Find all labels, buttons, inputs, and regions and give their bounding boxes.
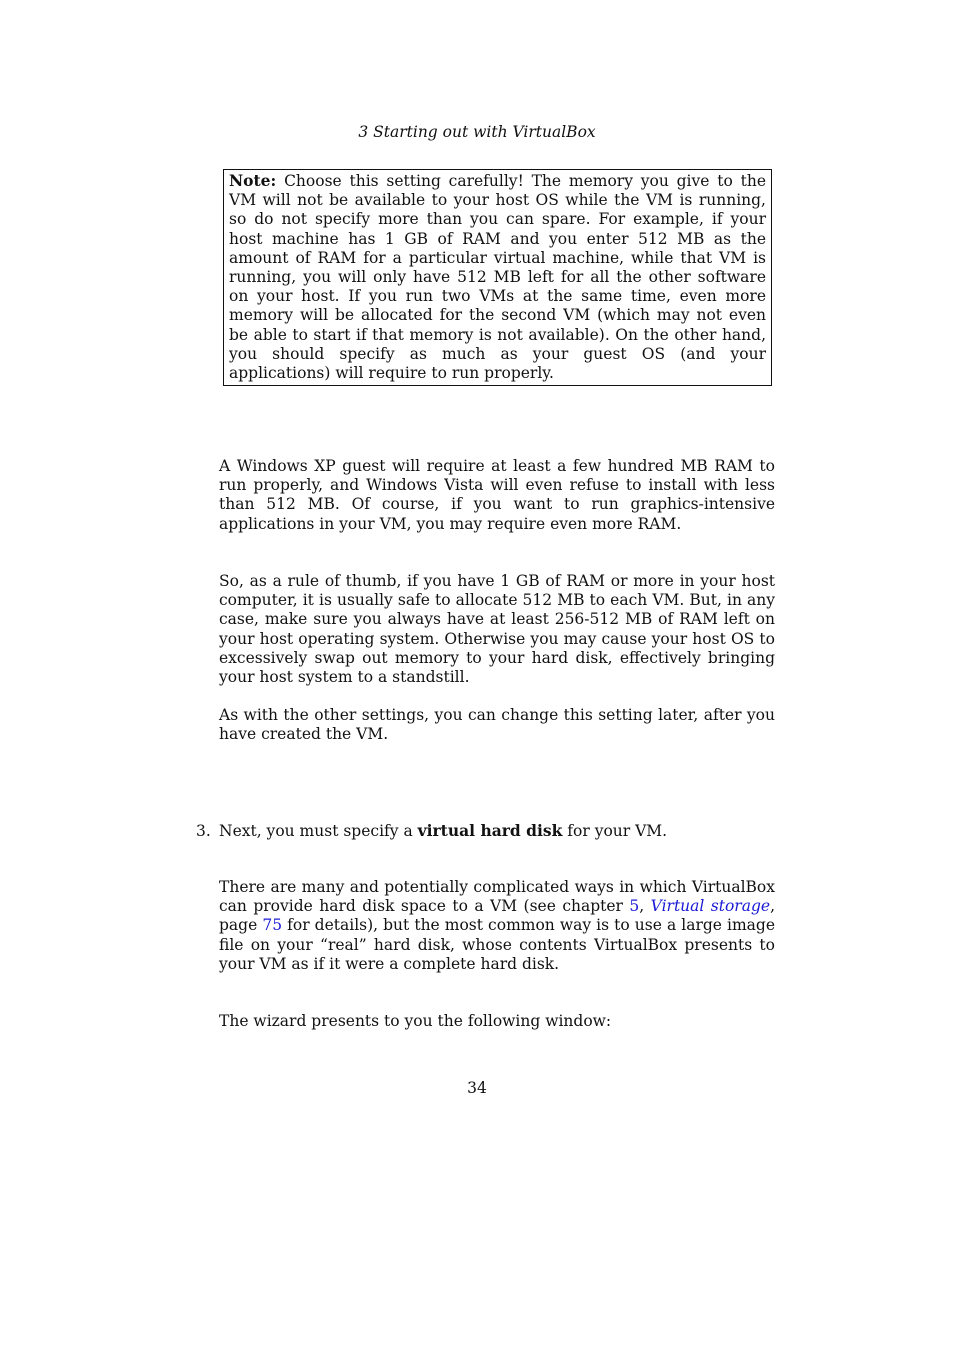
page-number: 34 (467, 1079, 487, 1097)
step-3-item (196, 821, 776, 841)
paragraph-hard-disk (219, 878, 775, 974)
paragraph-wizard: The wizard presents to you the following window: (219, 1012, 612, 1030)
paragraph-rule-of-thumb: So, as a rule of thumb, if you have 1 GB of RAM or more in your host computer, it is usually safe to allocate 512 MB to each VM. But, in any case, make sure you always have at least 256-512 MB of RAM left on your host operating system. Otherwise you may cause your host OS to excessively swap out memory to your hard disk, effectively bringing your host system to a standstill. (219, 572, 775, 687)
note-label: Note: (229, 171, 277, 190)
chapter-link[interactable]: 5 (629, 897, 640, 916)
paragraph-windows-ram: A Windows XP guest will require at least a few hundred MB RAM to run properly, and Windows Vista will even refuse to install with less than 512 MB. Of course, if you want to run graphics-intensive applications in your VM, you may require even more RAM. (219, 457, 775, 533)
note-text: Choose this setting carefully! The memory you give to the VM will not be available to your host OS while the VM is running, so do not specify more than you can spare. For example, if your host machine has 1 GB of RAM and you enter 512 MB as the amount of RAM for a particular virtual machine, while that VM is running, you will only have 512 MB left for all the other software on your host. If you run two VMs at the same time, even more memory will be allocated for the second VM (which may not even be able to start if that memory is not available). On the other hand, you should specify as much as your guest OS (and your applications) will require to run properly. (229, 172, 766, 383)
step-text-bold: virtual hard disk (417, 821, 563, 840)
note-box (223, 169, 772, 386)
hard-disk-text-1: There are many and potentially complicated ways in which VirtualBox can provide hard disk space to a VM (see chapter (219, 878, 775, 916)
hard-disk-page-text: , page (219, 897, 775, 935)
paragraph-change-later: As with the other settings, you can change this setting later, after you have created the VM. (219, 706, 775, 744)
step-text-prefix: Next, you must specify a (219, 822, 418, 840)
running-header: 3 Starting out with VirtualBox (358, 123, 596, 141)
hard-disk-text-2: for details), but the most common way is to use a large image file on your “real” hard disk, whose contents VirtualBox presents to your VM as if it were a complete hard disk. (219, 916, 776, 973)
hard-disk-comma: , (639, 897, 651, 916)
step-text-suffix: for your VM. (562, 822, 668, 840)
step-number: 3. (196, 822, 211, 840)
virtual-storage-link[interactable]: Virtual storage (650, 897, 771, 916)
page-link[interactable]: 75 (262, 916, 283, 935)
